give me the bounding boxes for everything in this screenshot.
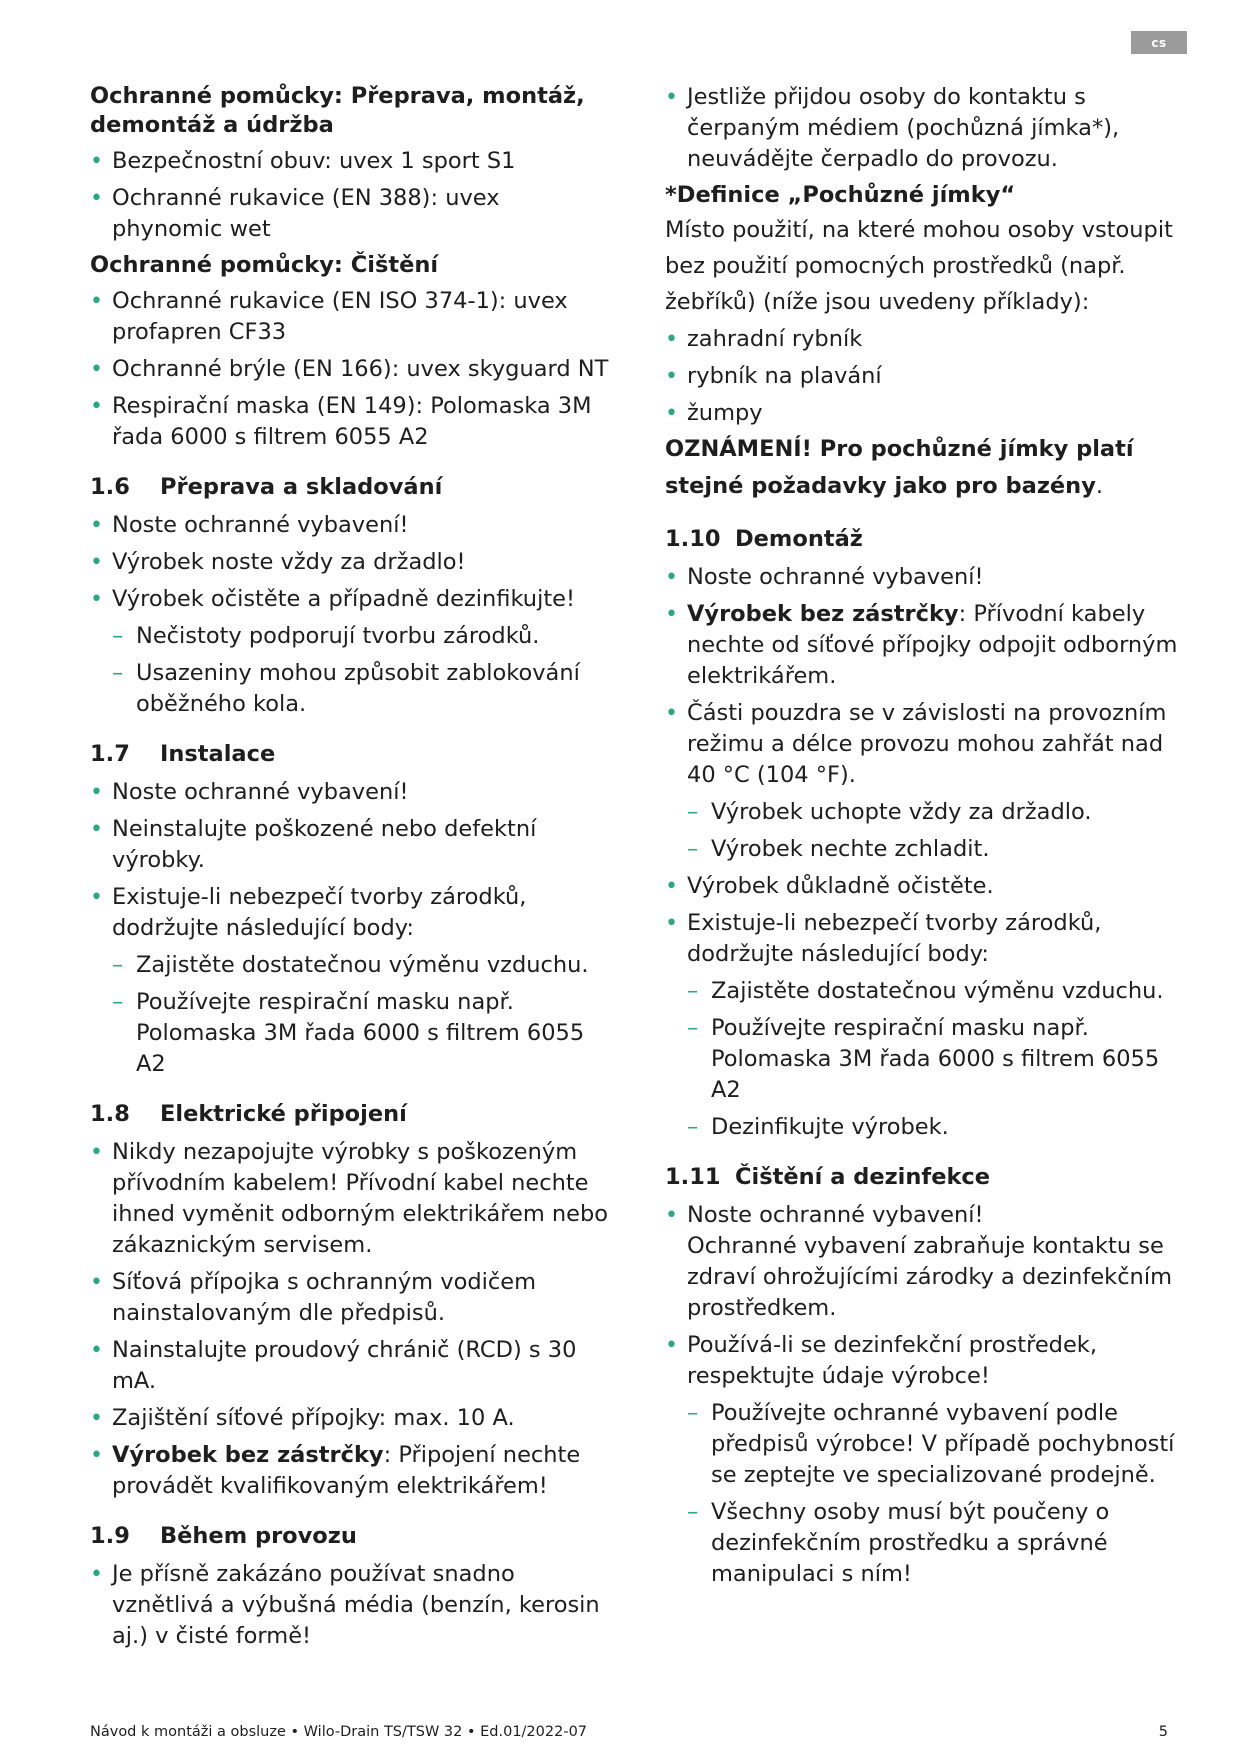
list-item: • Ochranné brýle (EN 166): uvex skyguard NT <box>90 354 610 385</box>
list-item <box>665 1330 1190 1590</box>
list-item-text: : Připojení nechte provádět kvalifikovaným elektrikářem! <box>112 1442 581 1499</box>
list-item: • Noste ochranné vybavení! <box>90 777 610 808</box>
sub-list-item: – Používejte respirační masku např. Polomaska 3M řada 6000 s filtrem 6055 A2 <box>112 987 610 1080</box>
list-item: • Noste ochranné vybavení! <box>90 510 610 541</box>
notice-text <box>665 431 1190 505</box>
list-item <box>665 599 1190 692</box>
pp-transport-list <box>90 146 610 245</box>
sub-list-item: – Používejte ochranné vybavení podle předpisů výrobce! V případě pochybností se zeptejte ve specializované prodejně. <box>687 1398 1190 1491</box>
sub-list <box>112 621 610 720</box>
definition-title: *Definice „Pochůzné jímky“ <box>665 182 1016 208</box>
list-item: • Noste ochranné vybavení! <box>665 562 1190 593</box>
list-item: • Respirační maska (EN 149): Polomaska 3M řada 6000 s filtrem 6055 A2 <box>90 391 610 453</box>
list-item <box>665 1200 1190 1324</box>
section-heading <box>90 740 610 769</box>
section-title: Demontáž <box>735 526 863 552</box>
list-item <box>665 698 1190 865</box>
page-number: 5 <box>1158 1724 1168 1740</box>
list-item: • Ochranné rukavice (EN ISO 374-1): uvex profapren CF33 <box>90 286 610 348</box>
list-item-continuation: Ochranné vybavení zabraňuje kontaktu se zdraví ohrožujícími zárodky a dezinfekčním prostředkem. <box>687 1233 1172 1321</box>
sub-list <box>687 1398 1190 1590</box>
list-item-text: Části pouzdra se v závislosti na provozním režimu a délce provozu mohou zahřát nad 40 °C (104 °F). <box>687 700 1167 788</box>
definition-list <box>665 324 1190 429</box>
section-title: Instalace <box>160 741 276 767</box>
list-item-text: Existuje-li nebezpečí tvorby zárodků, dodržujte následující body: <box>687 910 1102 967</box>
sub-list-item: – Dezinfikujte výrobek. <box>687 1112 1190 1143</box>
list-item <box>90 1440 610 1502</box>
list-item: • Nikdy nezapojujte výrobky s poškozeným přívodním kabelem! Přívodní kabel nechte ihned vyměnit odborným elektrikářem nebo zákaznickým servisem. <box>90 1137 610 1261</box>
section-number: 1.7 <box>90 741 130 767</box>
language-badge: cs <box>1131 31 1187 54</box>
list-item: • zahradní rybník <box>665 324 1190 355</box>
pp-cleaning-list <box>90 286 610 453</box>
pp-cleaning-title: Ochranné pomůcky: Čištění <box>90 252 439 278</box>
list-item-text: Existuje-li nebezpečí tvorby zárodků, dodržujte následující body: <box>112 884 527 941</box>
section-number: 1.9 <box>90 1523 130 1549</box>
list-item-text: Výrobek očistěte a případně dezinfikujte! <box>112 586 576 612</box>
section-title: Během provozu <box>160 1523 357 1549</box>
list-item: • žumpy <box>665 398 1190 429</box>
section-list <box>665 562 1190 1143</box>
list-item: • rybník na plavání <box>665 361 1190 392</box>
section-number: 1.8 <box>90 1101 130 1127</box>
notice-bold: OZNÁMENÍ! Pro pochůzné jímky platí stejné požadavky jako pro bazény <box>665 436 1134 499</box>
section-number: 1.10 <box>665 526 721 552</box>
sub-list-item: – Zajistěte dostatečnou výměnu vzduchu. <box>687 976 1190 1007</box>
sub-list-item: – Všechny osoby musí být poučeny o dezinfekčním prostředku a správné manipulaci s ním! <box>687 1497 1190 1590</box>
bold-lead: Výrobek bez zástrčky <box>687 601 959 627</box>
list-item: • Výrobek noste vždy za držadlo! <box>90 547 610 578</box>
section-heading <box>90 1100 610 1129</box>
section-list <box>665 1200 1190 1590</box>
list-item-text: : Přívodní kabely nechte od síťové přípojky odpojit odborným elektrikářem. <box>687 601 1178 689</box>
sub-list-item: – Usazeniny mohou způsobit zablokování oběžného kola. <box>112 658 610 720</box>
sub-list <box>112 950 610 1080</box>
section-list <box>90 1137 610 1502</box>
list-item: • Síťová přípojka s ochranným vodičem nainstalovaným dle předpisů. <box>90 1267 610 1329</box>
section-heading <box>665 1163 1190 1192</box>
sub-list-item: – Používejte respirační masku např. Polomaska 3M řada 6000 s filtrem 6055 A2 <box>687 1013 1190 1106</box>
right-column <box>665 82 1190 1596</box>
section-heading <box>665 525 1190 554</box>
section-list <box>665 82 1190 175</box>
left-column <box>90 82 610 1658</box>
section-heading <box>90 1522 610 1551</box>
list-item: • Nainstalujte proudový chránič (RCD) s 30 mA. <box>90 1335 610 1397</box>
sub-list <box>687 797 1190 865</box>
sub-list-item: – Výrobek uchopte vždy za držadlo. <box>687 797 1190 828</box>
list-item <box>90 584 610 720</box>
list-item-text: Noste ochranné vybavení! <box>687 1202 984 1228</box>
section-list <box>90 1559 610 1652</box>
bold-lead: Výrobek bez zástrčky <box>112 1442 384 1468</box>
sub-list-item: – Zajistěte dostatečnou výměnu vzduchu. <box>112 950 610 981</box>
section-number: 1.11 <box>665 1164 721 1190</box>
section-title: Elektrické připojení <box>160 1101 407 1127</box>
list-item: • Jestliže přijdou osoby do kontaktu s čerpaným médiem (pochůzná jímka*), neuvádějte čerpadlo do provozu. <box>665 82 1190 175</box>
section-title: Přeprava a skladování <box>160 474 443 500</box>
list-item <box>90 882 610 1080</box>
footer-text: Návod k montáži a obsluze • Wilo-Drain TS/TSW 32 • Ed.01/2022-07 <box>90 1724 588 1740</box>
section-number: 1.6 <box>90 474 130 500</box>
list-item: • Bezpečnostní obuv: uvex 1 sport S1 <box>90 146 610 177</box>
definition-text: Místo použití, na které mohou osoby vstoupit bez použití pomocných prostředků (např. žebříků) (níže jsou uvedeny příklady): <box>665 217 1173 315</box>
list-item <box>665 908 1190 1143</box>
sub-list <box>687 976 1190 1143</box>
notice-end: . <box>1095 473 1104 499</box>
list-item: • Je přísně zakázáno používat snadno vznětlivá a výbušná média (benzín, kerosin aj.) v čisté formě! <box>90 1559 610 1652</box>
sub-list-item: – Nečistoty podporují tvorbu zárodků. <box>112 621 610 652</box>
pp-transport-title: Ochranné pomůcky: Přeprava, montáž, demontáž a údržba <box>90 83 585 138</box>
section-heading <box>90 473 610 502</box>
list-item-text: Používá-li se dezinfekční prostředek, respektujte údaje výrobce! <box>687 1332 1097 1389</box>
list-item: • Neinstalujte poškozené nebo defektní výrobky. <box>90 814 610 876</box>
sub-list-item: – Výrobek nechte zchladit. <box>687 834 1190 865</box>
list-item: • Zajištění síťové přípojky: max. 10 A. <box>90 1403 610 1434</box>
list-item: • Výrobek důkladně očistěte. <box>665 871 1190 902</box>
section-list <box>90 510 610 720</box>
list-item: • Ochranné rukavice (EN 388): uvex phynomic wet <box>90 183 610 245</box>
section-list <box>90 777 610 1080</box>
section-title: Čištění a dezinfekce <box>735 1164 991 1190</box>
